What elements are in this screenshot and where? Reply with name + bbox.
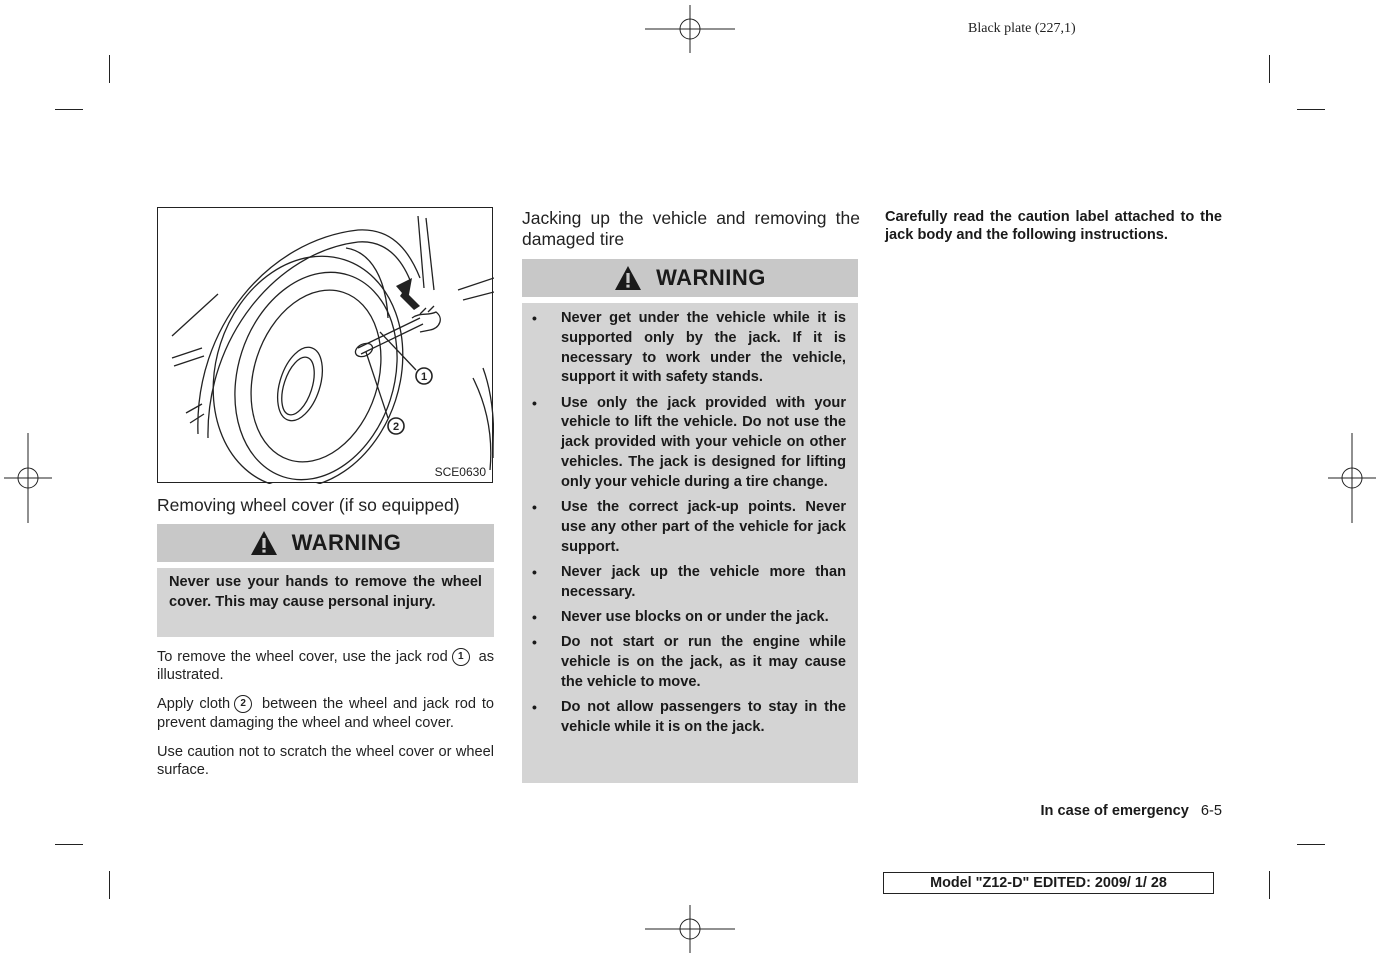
crosshair-top-icon: [645, 5, 735, 53]
wheel-cover-instructions: [157, 648, 494, 790]
instruction-paragraph-3: Use caution not to scratch the wheel cover or wheel surface.: [157, 743, 494, 779]
paragraph-1-text-end: as illustrated.: [157, 649, 494, 684]
jacking-warning-body: [522, 303, 858, 783]
crosshair-bottom-icon: [645, 905, 735, 953]
warning-item: • Never get under the vehicle while it is supported only by the jack. If it is necessary to work under the vehicle, support it with safety stands.: [522, 309, 846, 388]
wheel-cover-warning-body: [157, 568, 494, 637]
instruction-paragraph-1: [157, 648, 494, 685]
reference-1-icon: 1: [452, 648, 470, 666]
wheel-cover-heading: Removing wheel cover (if so equipped): [157, 495, 460, 515]
page-footer: [1000, 803, 1222, 819]
warning-item: • Do not allow passengers to stay in the vehicle while it is on the jack.: [522, 698, 846, 738]
paragraph-2-text: Apply cloth: [157, 696, 231, 713]
plate-label: Black plate (227,1): [968, 21, 1076, 36]
reference-2-icon: 2: [234, 695, 252, 713]
warning-text: Never use your hands to remove the wheel cover. This may cause personal injury.: [169, 574, 482, 610]
warning-triangle-icon: [614, 265, 642, 291]
figure-code: SCE0630: [434, 465, 486, 479]
wheel-cover-figure: [157, 207, 493, 483]
warning-title: WARNING: [291, 530, 402, 555]
warning-item: • Use only the jack provided with your vehicle to lift the vehicle. Do not use the jack provided with your vehicle on other vehicles. The jack is designed for lifting only your vehicle during a tire change.: [522, 394, 846, 493]
section-title: In case of emergency: [1040, 803, 1189, 819]
warning-item: • Do not start or run the engine while vehicle is on the jack, as it may cause the vehicle to move.: [522, 633, 846, 692]
paragraph-1-text: To remove the wheel cover, use the jack rod: [157, 649, 448, 665]
jacking-heading: Jacking up the vehicle and removing the damaged tire: [522, 208, 860, 249]
model-edit-stamp: Model "Z12-D" EDITED: 2009/ 1/ 28: [883, 872, 1214, 894]
warning-triangle-icon: [250, 530, 278, 556]
warning-item: • Never jack up the vehicle more than necessary.: [522, 563, 846, 603]
crosshair-right-icon: [1328, 433, 1376, 523]
wheel-cover-warning-header: [157, 524, 494, 562]
warning-title: WARNING: [656, 265, 766, 290]
page-number: 6-5: [1200, 803, 1222, 819]
callout-2: [388, 418, 404, 434]
callout-1-label: 1: [420, 371, 428, 383]
warning-item: • Use the correct jack-up points. Never use any other part of the vehicle for jack support.: [522, 498, 846, 557]
crosshair-left-icon: [4, 433, 52, 523]
wheel-cover-illustration: [158, 208, 494, 484]
caution-label-note: Carefully read the caution label attached to the jack body and the following instructions.: [885, 209, 1222, 244]
instruction-paragraph-2: [157, 695, 494, 732]
warning-item: • Never use blocks on or under the jack.: [522, 608, 846, 628]
jacking-warning-header: [522, 259, 858, 297]
paragraph-2-text-end: between the wheel and jack rod to prevent damaging the wheel and wheel cover.: [157, 696, 494, 731]
warning-list: [522, 309, 846, 738]
callout-2-label: 2: [392, 421, 400, 433]
callout-1: [416, 368, 432, 384]
